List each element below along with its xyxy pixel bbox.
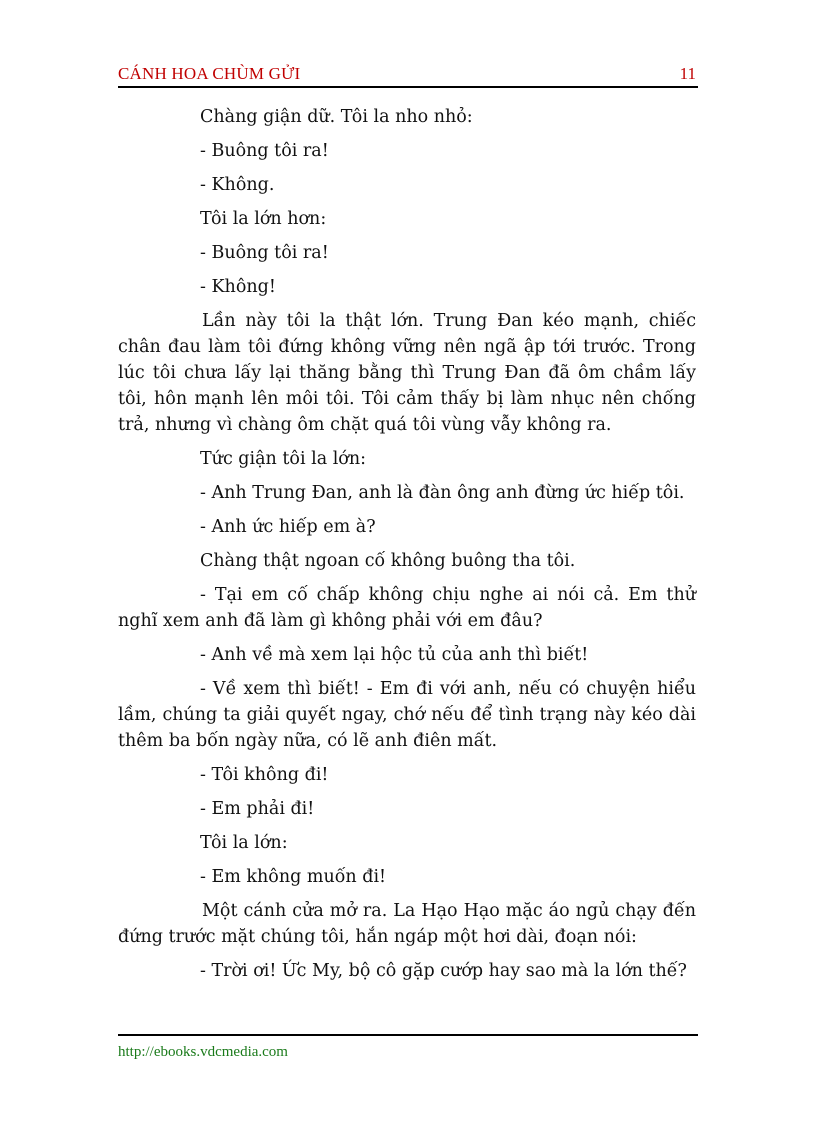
paragraph: - Anh ức hiếp em à?: [200, 517, 376, 537]
paragraph: - Tại em cố chấp không chịu nghe ai nói cả. Em thử nghĩ xem anh đã làm gì không phải với em đâu?: [118, 585, 696, 631]
footer-website-link[interactable]: http://ebooks.vdcmedia.com: [118, 1044, 288, 1060]
paragraph: - Buông tôi ra!: [200, 141, 329, 161]
page-number: 11: [679, 64, 696, 83]
page-header: [118, 62, 698, 88]
book-title: CÁNH HOA CHÙM GỬI: [118, 64, 301, 83]
paragraph: - Buông tôi ra!: [200, 243, 329, 263]
paragraph: Tức giận tôi la lớn:: [200, 449, 366, 469]
paragraph: Chàng thật ngoan cố không buông tha tôi.: [200, 551, 576, 571]
paragraph: - Về xem thì biết! - Em đi với anh, nếu có chuyện hiểu lầm, chúng ta giải quyết ngay, chớ nếu để tình trạng này kéo dài thêm ba bốn ngày nữa, có lẽ anh điên mất.: [118, 679, 696, 751]
paragraph: - Trời ơi! Ức My, bộ cô gặp cướp hay sao mà la lớn thế?: [200, 961, 687, 981]
paragraph: - Không!: [200, 277, 276, 297]
paragraph: - Em phải đi!: [200, 799, 315, 819]
paragraph: Chàng giận dữ. Tôi la nho nhỏ:: [200, 107, 473, 127]
paragraph: - Anh về mà xem lại hộc tủ của anh thì biết!: [200, 645, 589, 665]
paragraph: Tôi la lớn:: [200, 833, 288, 853]
paragraph: - Em không muốn đi!: [200, 867, 387, 887]
footer-divider: [118, 1034, 698, 1036]
paragraph: Tôi la lớn hơn:: [200, 209, 327, 229]
paragraph: Lần này tôi la thật lớn. Trung Đan kéo mạnh, chiếc chân đau làm tôi đứng không vững nên ngã ập tới trước. Trong lúc tôi chưa lấy lại thăng bằng thì Trung Đan đã ôm chầm lấy tôi, hôn mạnh lên môi tôi. Tôi cảm thấy bị làm nhục nên chống trả, nhưng vì chàng ôm chặt quá tôi vùng vẫy không ra.: [118, 311, 696, 435]
paragraph: - Tôi không đi!: [200, 765, 329, 785]
paragraph: - Không.: [200, 175, 275, 195]
paragraph: - Anh Trung Đan, anh là đàn ông anh đừng ức hiếp tôi.: [200, 483, 685, 503]
page-body: [118, 104, 696, 992]
paragraph: Một cánh cửa mở ra. La Hạo Hạo mặc áo ngủ chạy đến đứng trước mặt chúng tôi, hắn ngáp một hơi dài, đoạn nói:: [118, 901, 696, 947]
